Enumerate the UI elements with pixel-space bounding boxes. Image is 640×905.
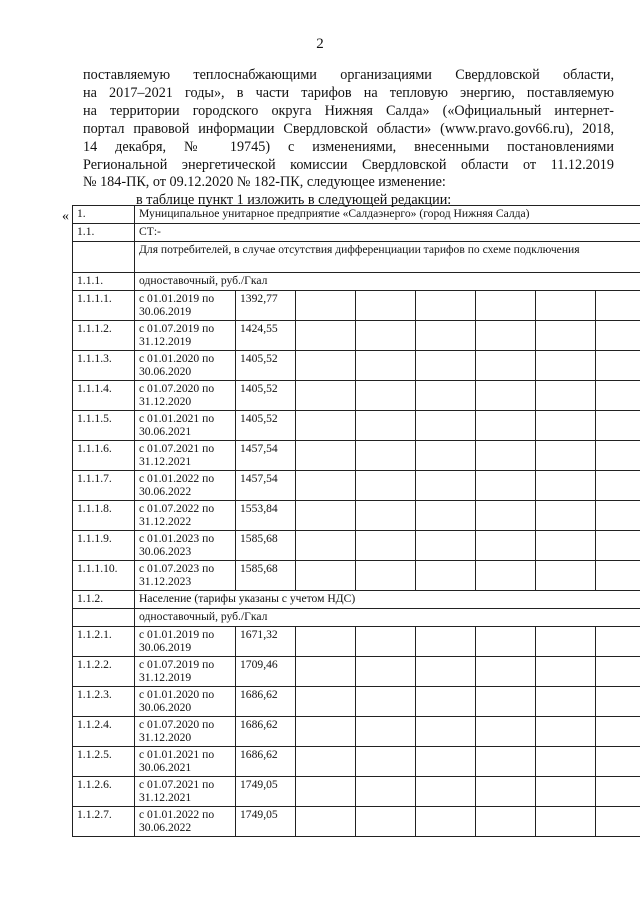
tariff-period: с 01.01.2022 по 30.06.2022 xyxy=(135,807,236,837)
empty-cell xyxy=(356,291,416,321)
tariff-period: с 01.01.2022 по 30.06.2022 xyxy=(135,471,236,501)
empty-cell xyxy=(596,351,640,381)
empty-cell xyxy=(536,381,596,411)
tariff-row xyxy=(73,657,640,687)
empty-cell xyxy=(536,687,596,717)
row-number: 1.1.2.1. xyxy=(73,627,135,657)
empty-cell xyxy=(476,561,536,591)
tariff-row xyxy=(73,561,640,591)
empty-cell xyxy=(356,351,416,381)
empty-cell xyxy=(296,321,356,351)
row-number: 1.1.1.6. xyxy=(73,441,135,471)
tariff-value: 1405,52 xyxy=(236,381,296,411)
tariff-period: с 01.01.2021 по 30.06.2021 xyxy=(135,747,236,777)
empty-cell xyxy=(296,381,356,411)
empty-cell xyxy=(476,747,536,777)
single-rate-label: одноставочный, руб./Гкал xyxy=(135,609,640,627)
empty-cell xyxy=(296,747,356,777)
row-number: 1.1.2. xyxy=(73,591,135,609)
tariff-value: 1709,46 xyxy=(236,657,296,687)
empty-cell xyxy=(596,807,640,837)
empty-cell xyxy=(356,441,416,471)
empty-cell xyxy=(536,561,596,591)
tariff-row xyxy=(73,381,640,411)
paragraph-line: на территории городского округа Нижняя Салда» («Официальный интернет- xyxy=(83,102,614,119)
empty-cell xyxy=(416,717,476,747)
empty-cell xyxy=(356,717,416,747)
row-number: 1.1.1.2. xyxy=(73,321,135,351)
empty-cell xyxy=(416,291,476,321)
paragraph-line: поставляемую теплоснабжающими организациями Свердловской области, xyxy=(83,67,614,83)
empty-cell xyxy=(476,381,536,411)
empty-cell xyxy=(296,717,356,747)
empty-cell xyxy=(536,777,596,807)
empty-cell xyxy=(476,321,536,351)
empty-cell xyxy=(296,411,356,441)
tariff-row xyxy=(73,627,640,657)
tariff-value: 1424,55 xyxy=(236,321,296,351)
tariff-row xyxy=(73,687,640,717)
empty-cell xyxy=(356,411,416,441)
single-rate-row xyxy=(73,273,640,291)
tariff-period: с 01.01.2019 по 30.06.2019 xyxy=(135,291,236,321)
empty-cell xyxy=(476,717,536,747)
empty-cell xyxy=(476,687,536,717)
tariff-value: 1686,62 xyxy=(236,747,296,777)
st-label: СТ:- xyxy=(135,224,640,242)
row-number xyxy=(73,609,135,627)
empty-cell xyxy=(356,627,416,657)
empty-cell xyxy=(296,441,356,471)
population-row xyxy=(73,591,640,609)
empty-cell xyxy=(416,441,476,471)
empty-cell xyxy=(416,747,476,777)
empty-cell xyxy=(536,807,596,837)
row-number: 1.1.2.6. xyxy=(73,777,135,807)
empty-cell xyxy=(416,381,476,411)
empty-cell xyxy=(476,627,536,657)
empty-cell xyxy=(296,351,356,381)
empty-cell xyxy=(596,471,640,501)
tariff-value: 1405,52 xyxy=(236,351,296,381)
empty-cell xyxy=(416,627,476,657)
empty-cell xyxy=(536,411,596,441)
empty-cell xyxy=(596,501,640,531)
tariff-value: 1457,54 xyxy=(236,441,296,471)
tariff-row xyxy=(73,351,640,381)
tariff-row xyxy=(73,501,640,531)
empty-cell xyxy=(476,471,536,501)
empty-cell xyxy=(476,657,536,687)
row-number: 1.1.2.5. xyxy=(73,747,135,777)
tariff-value: 1553,84 xyxy=(236,501,296,531)
empty-cell xyxy=(356,807,416,837)
empty-cell xyxy=(536,717,596,747)
paragraph-line: 14 декабря, № 19745) с изменениями, внесенными постановлениями xyxy=(83,138,614,155)
row-number: 1.1.1.4. xyxy=(73,381,135,411)
empty-cell xyxy=(296,561,356,591)
empty-cell xyxy=(536,321,596,351)
single-rate-row xyxy=(73,609,640,627)
tariff-period: с 01.01.2019 по 30.06.2019 xyxy=(135,627,236,657)
empty-cell xyxy=(476,777,536,807)
row-number: 1.1.2.4. xyxy=(73,717,135,747)
empty-cell xyxy=(596,381,640,411)
empty-cell xyxy=(296,807,356,837)
empty-cell xyxy=(416,471,476,501)
tariff-value: 1392,77 xyxy=(236,291,296,321)
empty-cell xyxy=(296,687,356,717)
empty-cell xyxy=(596,657,640,687)
empty-cell xyxy=(416,501,476,531)
empty-cell xyxy=(596,627,640,657)
empty-cell xyxy=(596,321,640,351)
tariff-row xyxy=(73,411,640,441)
empty-cell xyxy=(416,687,476,717)
row-number: 1.1.1.3. xyxy=(73,351,135,381)
empty-cell xyxy=(416,657,476,687)
tariff-period: с 01.07.2020 по 31.12.2020 xyxy=(135,381,236,411)
row-number: 1.1.2.7. xyxy=(73,807,135,837)
tariff-period: с 01.01.2021 по 30.06.2021 xyxy=(135,411,236,441)
empty-cell xyxy=(536,501,596,531)
empty-cell xyxy=(416,351,476,381)
empty-cell xyxy=(536,291,596,321)
empty-cell xyxy=(536,471,596,501)
empty-cell xyxy=(356,471,416,501)
empty-cell xyxy=(536,531,596,561)
tariff-value: 1686,62 xyxy=(236,717,296,747)
tariff-period: с 01.07.2021 по 31.12.2021 xyxy=(135,777,236,807)
tariff-value: 1749,05 xyxy=(236,777,296,807)
empty-cell xyxy=(296,471,356,501)
empty-cell xyxy=(296,531,356,561)
population-label: Население (тарифы указаны с учетом НДС) xyxy=(135,591,640,609)
empty-cell xyxy=(476,291,536,321)
empty-cell xyxy=(536,657,596,687)
tariff-value: 1749,05 xyxy=(236,807,296,837)
row-number: 1.1.1.10. xyxy=(73,561,135,591)
empty-cell xyxy=(596,717,640,747)
single-rate-label: одноставочный, руб./Гкал xyxy=(135,273,640,291)
row-number: 1. xyxy=(73,206,135,224)
empty-cell xyxy=(356,747,416,777)
empty-cell xyxy=(596,531,640,561)
paragraph-line: на 2017–2021 годы», в части тарифов на тепловую энергию, поставляемую xyxy=(83,84,614,101)
empty-cell xyxy=(596,441,640,471)
tariff-period: с 01.07.2023 по 31.12.2023 xyxy=(135,561,236,591)
paragraph-line: Региональной энергетической комиссии Свердловской области от 11.12.2019 xyxy=(83,156,614,173)
empty-cell xyxy=(476,531,536,561)
tariff-row xyxy=(73,777,640,807)
empty-cell xyxy=(536,441,596,471)
row-number: 1.1.1. xyxy=(73,273,135,291)
opening-quote: « xyxy=(62,209,69,224)
paragraph-line: № 184-ПК, от 09.12.2020 № 182-ПК, следующее изменение: xyxy=(83,174,446,191)
row-number: 1.1.1.1. xyxy=(73,291,135,321)
row-number: 1.1.1.5. xyxy=(73,411,135,441)
tariff-value: 1671,32 xyxy=(236,627,296,657)
empty-cell xyxy=(296,291,356,321)
paragraph-line: портал правовой информации Свердловской области» (www.pravo.gov66.ru), 2018, xyxy=(83,120,614,137)
empty-cell xyxy=(356,777,416,807)
empty-cell xyxy=(596,747,640,777)
empty-cell xyxy=(596,777,640,807)
empty-cell xyxy=(356,381,416,411)
empty-cell xyxy=(296,657,356,687)
empty-cell xyxy=(536,351,596,381)
tariff-period: с 01.01.2020 по 30.06.2020 xyxy=(135,351,236,381)
consumers-label: Для потребителей, в случае отсутствия дифференциации тарифов по схеме подключения xyxy=(135,242,640,273)
tariff-row xyxy=(73,747,640,777)
empty-cell xyxy=(296,627,356,657)
tariff-value: 1585,68 xyxy=(236,531,296,561)
tariff-period: с 01.07.2022 по 31.12.2022 xyxy=(135,501,236,531)
empty-cell xyxy=(416,561,476,591)
org-name: Муниципальное унитарное предприятие «Салдаэнерго» (город Нижняя Салда) xyxy=(135,206,640,224)
empty-cell xyxy=(296,501,356,531)
tariff-value: 1405,52 xyxy=(236,411,296,441)
empty-cell xyxy=(356,531,416,561)
empty-cell xyxy=(476,441,536,471)
tariff-value: 1585,68 xyxy=(236,561,296,591)
row-number: 1.1.1.9. xyxy=(73,531,135,561)
empty-cell xyxy=(536,627,596,657)
tariff-period: с 01.07.2020 по 31.12.2020 xyxy=(135,717,236,747)
empty-cell xyxy=(476,351,536,381)
page-number: 2 xyxy=(316,36,324,52)
tariff-period: с 01.01.2020 по 30.06.2020 xyxy=(135,687,236,717)
tariff-row xyxy=(73,717,640,747)
tariff-period: с 01.07.2019 по 31.12.2019 xyxy=(135,657,236,687)
empty-cell xyxy=(416,531,476,561)
consumers-row xyxy=(73,242,640,273)
empty-cell xyxy=(356,657,416,687)
row-number: 1.1.2.3. xyxy=(73,687,135,717)
empty-cell xyxy=(596,687,640,717)
empty-cell xyxy=(596,291,640,321)
empty-cell xyxy=(476,411,536,441)
empty-cell xyxy=(356,687,416,717)
intro-line: в таблице пункт 1 изложить в следующей редакции: xyxy=(136,192,452,208)
empty-cell xyxy=(476,807,536,837)
tariff-row xyxy=(73,441,640,471)
empty-cell xyxy=(476,501,536,531)
tariff-row xyxy=(73,807,640,837)
row-number: 1.1.2.2. xyxy=(73,657,135,687)
tariff-value: 1686,62 xyxy=(236,687,296,717)
row-number: 1.1. xyxy=(73,224,135,242)
empty-cell xyxy=(416,321,476,351)
st-row xyxy=(73,224,640,242)
empty-cell xyxy=(416,777,476,807)
tariff-period: с 01.07.2019 по 31.12.2019 xyxy=(135,321,236,351)
tariff-period: с 01.07.2021 по 31.12.2021 xyxy=(135,441,236,471)
empty-cell xyxy=(416,411,476,441)
empty-cell xyxy=(356,561,416,591)
empty-cell xyxy=(596,411,640,441)
empty-cell xyxy=(536,747,596,777)
row-number: 1.1.1.7. xyxy=(73,471,135,501)
tariff-row xyxy=(73,531,640,561)
tariff-table xyxy=(72,205,640,837)
tariff-row xyxy=(73,291,640,321)
org-row xyxy=(73,206,640,224)
empty-cell xyxy=(416,807,476,837)
empty-cell xyxy=(356,501,416,531)
empty-cell xyxy=(296,777,356,807)
tariff-row xyxy=(73,321,640,351)
empty-cell xyxy=(356,321,416,351)
tariff-row xyxy=(73,471,640,501)
empty-cell xyxy=(596,561,640,591)
row-number: 1.1.1.8. xyxy=(73,501,135,531)
tariff-period: с 01.01.2023 по 30.06.2023 xyxy=(135,531,236,561)
tariff-value: 1457,54 xyxy=(236,471,296,501)
body-paragraph xyxy=(83,67,614,192)
